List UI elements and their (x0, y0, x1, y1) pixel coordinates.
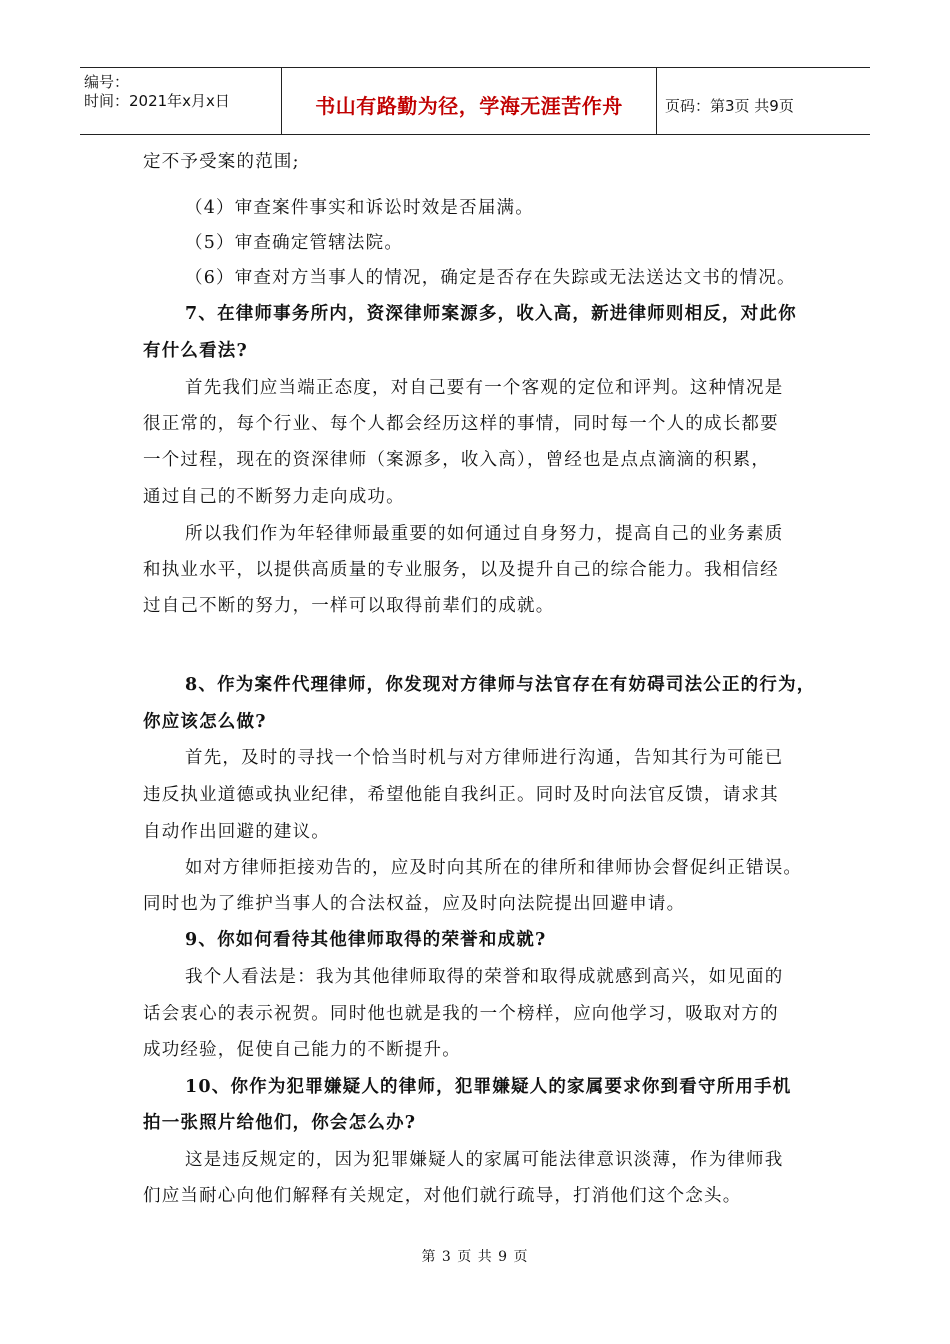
paragraph-line: 一个过程，现在的资深律师（案源多，收入高），曾经也是点点滴滴的积累， (143, 450, 771, 470)
paragraph-line: 定不予受案的范围; (143, 152, 300, 172)
paragraph-line: 过自己不断的努力，一样可以取得前辈们的成就。 (143, 596, 555, 616)
header-motto-cell (282, 68, 657, 134)
paragraph-line: 通过自己的不断努力走向成功。 (143, 487, 405, 507)
question-heading: 7、在律师事务所内，资深律师案源多，收入高，新进律师则相反，对此你 (185, 304, 797, 324)
page-header (80, 67, 870, 135)
document-number-label: 编号： (84, 73, 130, 91)
header-motto: 书山有路勤为径，学海无涯苦作舟 (315, 94, 623, 118)
paragraph-line: 同时也为了维护当事人的合法权益，应及时向法院提出回避申请。 (143, 894, 686, 914)
question-heading: 10、你作为犯罪嫌疑人的律师，犯罪嫌疑人的家属要求你到看守所用手机 (185, 1077, 792, 1097)
paragraph-line: 们应当耐心向他们解释有关规定，对他们就行疏导，打消他们这个念头。 (143, 1186, 742, 1206)
question-heading: 拍一张照片给他们，你会怎么办? (143, 1113, 417, 1133)
document-date-label: 时间：2021年x月x日 (84, 92, 230, 110)
header-page-number: 页码：第3页 共9页 (665, 97, 794, 115)
paragraph-line: 我个人看法是：我为其他律师取得的荣誉和取得成就感到高兴，如见面的 (185, 967, 784, 987)
paragraph-line: 违反执业道德或执业纪律，希望他能自我纠正。同时及时向法官反馈，请求其 (143, 785, 779, 805)
paragraph-line: 自动作出回避的建议。 (143, 822, 330, 842)
paragraph-line: 所以我们作为年轻律师最重要的如何通过自身努力，提高自己的业务素质 (185, 524, 784, 544)
page-footer: 第 3 页 共 9 页 (421, 1249, 529, 1265)
paragraph-line: （6）审查对方当事人的情况，确定是否存在失踪或无法送达文书的情况。 (185, 268, 796, 288)
question-heading: 8、作为案件代理律师，你发现对方律师与法官存在有妨碍司法公正的行为， (185, 675, 816, 695)
paragraph-line: 这是违反规定的，因为犯罪嫌疑人的家属可能法律意识淡薄，作为律师我 (185, 1150, 784, 1170)
question-heading: 你应该怎么做? (143, 712, 267, 732)
paragraph-line: 如对方律师拒接劝告的，应及时向其所在的律所和律师协会督促纠正错误。 (185, 858, 803, 878)
paragraph-line: 首先我们应当端正态度，对自己要有一个客观的定位和评判。这种情况是 (185, 378, 784, 398)
paragraph-line: （4）审查案件事实和诉讼时效是否届满。 (185, 198, 534, 218)
paragraph-line: 和执业水平，以提供高质量的专业服务，以及提升自己的综合能力。我相信经 (143, 560, 779, 580)
paragraph-line: 首先，及时的寻找一个恰当时机与对方律师进行沟通，告知其行为可能已 (185, 748, 784, 768)
paragraph-line: 话会衷心的表示祝贺。同时他也就是我的一个榜样，应向他学习，吸取对方的 (143, 1004, 779, 1024)
paragraph-line: 成功经验，促使自己能力的不断提升。 (143, 1040, 461, 1060)
question-heading: 9、你如何看待其他律师取得的荣誉和成就? (185, 930, 547, 950)
paragraph-line: 很正常的，每个行业、每个人都会经历这样的事情，同时每一个人的成长都要 (143, 414, 779, 434)
header-meta-cell (80, 68, 282, 134)
header-page-cell (657, 68, 870, 134)
paragraph-line: （5）审查确定管辖法院。 (185, 233, 404, 253)
question-heading: 有什么看法? (143, 341, 248, 361)
